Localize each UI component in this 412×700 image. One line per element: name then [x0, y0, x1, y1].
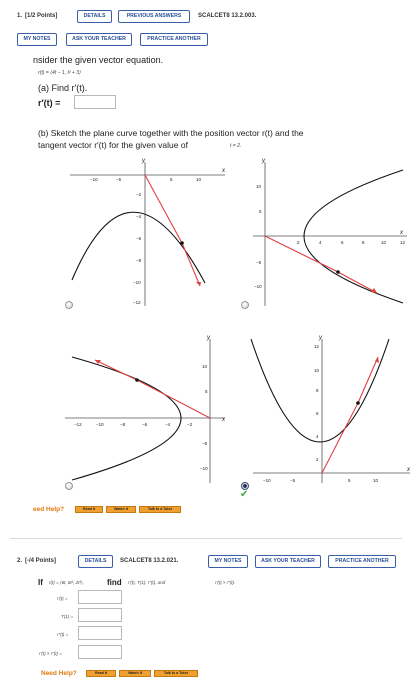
q2-prompt-eq: r(t) = ⟨6t, 6t², 2t³⟩,	[49, 580, 84, 585]
y-tick: 8	[316, 388, 319, 393]
q2-prompt-find: find	[107, 578, 122, 587]
question-separator	[10, 538, 402, 539]
q1-prompt: nsider the given vector equation.	[33, 55, 164, 65]
q2-number: 2.	[17, 558, 23, 564]
graph-option-d	[245, 335, 412, 485]
position-vector	[322, 403, 358, 473]
q1-practice-another-button[interactable]: PRACTICE ANOTHER	[140, 33, 208, 46]
q1-part-b-line1: (b) Sketch the plane curve together with the position vector r(t) and the	[38, 128, 304, 138]
graph-option-b-radio[interactable]	[241, 301, 249, 309]
y-tick: −10	[200, 466, 208, 471]
x-tick: −6	[142, 422, 148, 427]
q2-prompt-last: r′(t) × r″(t).	[215, 580, 236, 585]
q1-details-button[interactable]: DETAILS	[77, 10, 112, 23]
x-tick: 8	[362, 240, 365, 245]
x-tick: −10	[96, 422, 104, 427]
x-tick: 5	[348, 478, 351, 483]
x-tick: −10	[263, 478, 271, 483]
x-tick: −2	[187, 422, 193, 427]
q2-prompt-if: If	[38, 578, 43, 587]
x-axis-label: x	[400, 230, 403, 236]
x-tick: −4	[165, 422, 171, 427]
x-tick: −8	[120, 422, 126, 427]
q1-points: [1/2 Points]	[25, 13, 58, 19]
y-tick: −8	[136, 258, 142, 263]
x-tick: −12	[74, 422, 82, 427]
x-tick: 6	[341, 240, 344, 245]
q2-cross-label: r′(t) × r″(t) =	[39, 651, 62, 656]
q1-source: SCALCET8 13.2.003.	[198, 13, 257, 19]
y-tick: 2	[316, 457, 319, 462]
y-axis-label: y	[207, 335, 210, 341]
y-tick: 6	[316, 411, 319, 416]
q1-ask-teacher-button[interactable]: ASK YOUR TEACHER	[66, 33, 132, 46]
position-vector	[145, 175, 182, 243]
graph-option-a	[60, 158, 230, 308]
q2-prompt-items: r′(t), T(1), r″(t), and	[128, 580, 166, 585]
q2-need-help-label: Need Help?	[41, 670, 77, 677]
x-tick: 10	[196, 177, 202, 182]
q1-previous-answers-button[interactable]: PREVIOUS ANSWERS	[118, 10, 190, 23]
x-tick: 2	[297, 240, 300, 245]
graph-option-a-radio[interactable]	[65, 301, 73, 309]
y-tick: 10	[256, 184, 262, 189]
curve	[251, 339, 389, 442]
point-marker	[135, 378, 139, 382]
q2-cross-input[interactable]	[78, 645, 122, 659]
q2-details-button[interactable]: DETAILS	[78, 555, 113, 568]
y-tick: −2	[136, 192, 142, 197]
graph-option-c-radio[interactable]	[65, 482, 73, 490]
y-tick: 4	[316, 434, 319, 439]
q1-watch-it-button[interactable]: Watch It	[106, 506, 136, 513]
y-tick: 5	[205, 389, 208, 394]
q1-t-value: t = 2.	[230, 143, 242, 149]
tangent-vector	[338, 272, 377, 293]
x-tick: 5	[170, 177, 173, 182]
q2-practice-another-button[interactable]: PRACTICE ANOTHER	[328, 555, 396, 568]
x-tick: 12	[400, 240, 406, 245]
point-marker	[180, 241, 184, 245]
q2-points: [-/4 Points]	[25, 558, 56, 564]
correct-check-icon: ✔	[240, 489, 249, 500]
y-tick: −4	[136, 214, 142, 219]
tangent-vector	[358, 357, 378, 403]
q2-rdoubleprime-label: r″(t) =	[57, 632, 69, 637]
x-tick: −10	[90, 177, 98, 182]
x-axis-label: x	[222, 417, 225, 423]
q1-part-b-line2: tangent vector r′(t) for the given value of	[38, 140, 188, 150]
curve	[72, 212, 205, 283]
y-tick: −10	[133, 280, 141, 285]
y-tick: 5	[259, 209, 262, 214]
tangent-vector	[95, 360, 137, 380]
q2-t1-input[interactable]	[78, 608, 122, 622]
q2-rprime-input[interactable]	[78, 590, 122, 604]
y-axis-label: y	[319, 335, 322, 341]
q2-t1-label: T(1) =	[61, 614, 74, 619]
q1-rprime-input[interactable]	[74, 95, 116, 109]
graph-option-c	[60, 335, 235, 485]
q1-talk-to-tutor-button[interactable]: Talk to a Tutor	[139, 506, 181, 513]
x-tick: −5	[290, 478, 296, 483]
q1-equation: r(t) = ⟨4t − 1, t² + 3⟩	[38, 70, 81, 76]
curve	[304, 170, 403, 303]
x-axis-label: x	[407, 467, 410, 473]
point-marker	[356, 401, 360, 405]
position-vector	[265, 236, 338, 272]
q2-talk-to-tutor-button[interactable]: Talk to a Tutor	[154, 670, 198, 677]
tangent-vector	[182, 243, 200, 286]
y-tick: −5	[256, 260, 262, 265]
q1-read-it-button[interactable]: Read It	[75, 506, 103, 513]
y-tick: 10	[314, 368, 320, 373]
q2-source: SCALCET8 13.2.021.	[120, 558, 179, 564]
y-axis-label: y	[142, 158, 145, 164]
position-vector	[137, 380, 210, 418]
q2-my-notes-button[interactable]: MY NOTES	[208, 555, 248, 568]
y-tick: −5	[202, 441, 208, 446]
point-marker	[336, 270, 340, 274]
q2-rdoubleprime-input[interactable]	[78, 626, 122, 640]
q1-number: 1.	[17, 13, 23, 19]
q2-ask-teacher-button[interactable]: ASK YOUR TEACHER	[255, 555, 321, 568]
x-tick: 10	[381, 240, 387, 245]
x-tick: −5	[116, 177, 122, 182]
q1-part-a: (a) Find r′(t).	[38, 83, 88, 93]
q1-part-a-label: r′(t) =	[38, 98, 61, 108]
y-tick: −10	[254, 284, 262, 289]
q2-watch-it-button[interactable]: Watch It	[119, 670, 151, 677]
y-axis-label: y	[262, 158, 265, 164]
q1-need-help-label: eed Help?	[33, 506, 65, 513]
y-tick: 12	[314, 344, 320, 349]
x-axis-label: x	[222, 168, 225, 174]
q2-read-it-button[interactable]: Read It	[86, 670, 116, 677]
y-tick: −6	[136, 236, 142, 241]
x-tick: 4	[319, 240, 322, 245]
q1-my-notes-button[interactable]: MY NOTES	[17, 33, 57, 46]
graph-option-b	[245, 158, 412, 308]
y-tick: −12	[133, 300, 141, 305]
q2-rprime-label: r′(t) =	[57, 596, 68, 601]
x-tick: 10	[373, 478, 379, 483]
y-tick: 10	[202, 364, 208, 369]
